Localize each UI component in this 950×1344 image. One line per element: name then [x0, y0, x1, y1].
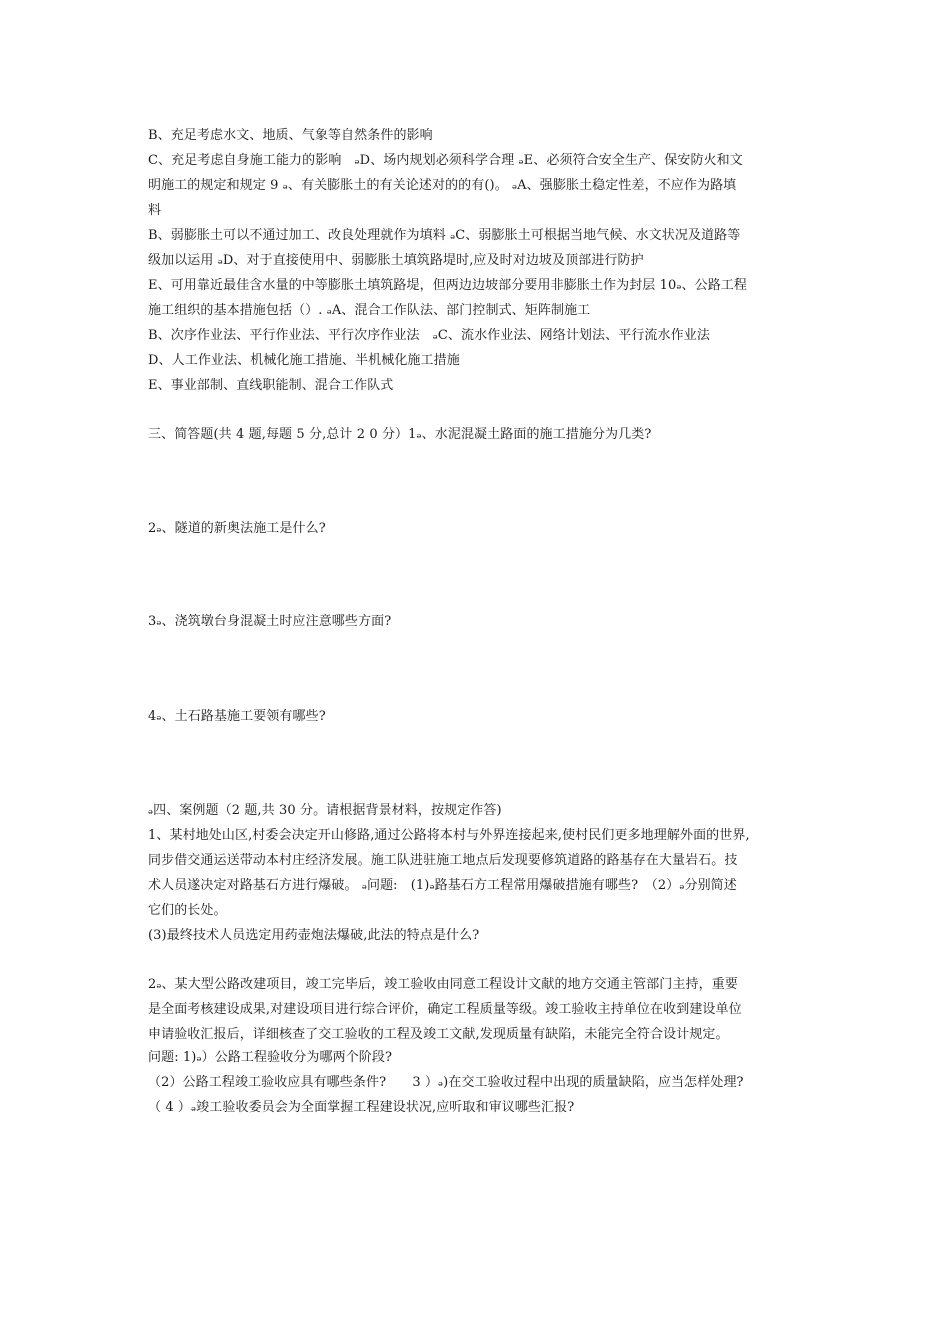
text-line: 2ₔ、某大型公路改建项目，竣工完毕后，竣工验收由同意工程设计文献的地方交通主管部门主持，重要	[148, 977, 738, 992]
text-line: B、充足考虑水文、地质、气象等自然条件的影响	[148, 128, 433, 143]
text-line: 是全面考核建设成果,对建设项目进行综合评价，确定工程质量等级。竣工验收主持单位在收到建设单位	[148, 1002, 742, 1017]
text-line: （2）公路工程竣工验收应具有哪些条件? 3 ）ₔ)在交工验收过程中出现的质量缺陷，应当怎样处理?	[148, 1075, 744, 1090]
text-line: 施工组织的基本措施包括（）. ₔA、混合工作队法、部门控制式、矩阵制施工	[148, 303, 591, 318]
text-line: B、次序作业法、平行作业法、平行次序作业法 ₔC、流水作业法、网络计划法、平行流水作业法	[148, 328, 710, 343]
question: 2ₔ、隧道的新奥法施工是什么?	[148, 521, 326, 536]
question: 3ₔ、浇筑墩台身混凝土时应注意哪些方面?	[148, 614, 392, 629]
text-line: 问题: 1)ₔ）公路工程验收分为哪两个阶段?	[148, 1050, 393, 1065]
text-line: 术人员遂决定对路基石方进行爆破。 ₔ问题: (1)ₔ路基石方工程常用爆破措施有哪些? （2）ₔ分别简述	[148, 878, 737, 893]
text-line: (3)最终技术人员选定用药壶炮法爆破,此法的特点是什么?	[148, 928, 480, 943]
text-line: D、人工作业法、机械化施工措施、半机械化施工措施	[148, 353, 460, 368]
text-line: （ 4 ）ₔ竣工验收委员会为全面掌握工程建设状况,应听取和审议哪些汇报?	[148, 1100, 575, 1115]
text-line: 料	[148, 203, 162, 218]
text-line: 明施工的规定和规定 9 ₔ、有关膨胀土的有关论述对的的有()。 ₔA、强膨胀土稳定性差，不应作为路填	[148, 178, 737, 193]
text-line: 申请验收汇报后，详细核查了交工验收的工程及竣工文献,发现质量有缺陷，未能完全符合设计规定。	[148, 1027, 729, 1042]
text-line: C、充足考虑自身施工能力的影响 ₔD、场内规划必须科学合理 ₔE、必须符合安全生产、保安防火和文	[148, 153, 743, 168]
text-line: 1、某村地处山区,村委会决定开山修路,通过公路将本村与外界连接起来,使村民们更多地理解外面的世界,	[148, 828, 750, 843]
text-line: B、弱膨胀土可以不通过加工、改良处理就作为填料 ₔC、弱膨胀土可根据当地气候、水文状况及道路等	[148, 228, 741, 243]
text-line: E、可用靠近最佳含水量的中等膨胀土填筑路堤，但两边边坡部分要用非膨胀土作为封层 10ₔ、公路工程	[148, 278, 747, 293]
section-heading: 三、简答题(共 4 题,每题 5 分,总计 2 0 分）1ₔ、水泥混凝土路面的施工措施分为几类?	[148, 427, 652, 442]
text-line: 同步借交通运送带动本村庄经济发展。施工队进驻施工地点后发现要修筑道路的路基存在大量岩石。技	[148, 853, 738, 868]
text-line: 它们的长处。	[148, 903, 227, 918]
text-line: 级加以运用 ₔD、对于直接使用中、弱膨胀土填筑路堤时,应及时对边坡及顶部进行防护	[148, 253, 644, 268]
section-heading: ₔ四、案例题（2 题,共 30 分。请根据背景材料，按规定作答)	[148, 803, 502, 818]
question: 4ₔ、土石路基施工要领有哪些?	[148, 709, 326, 724]
text-line: E、事业部制、直线职能制、混合工作队式	[148, 378, 394, 393]
